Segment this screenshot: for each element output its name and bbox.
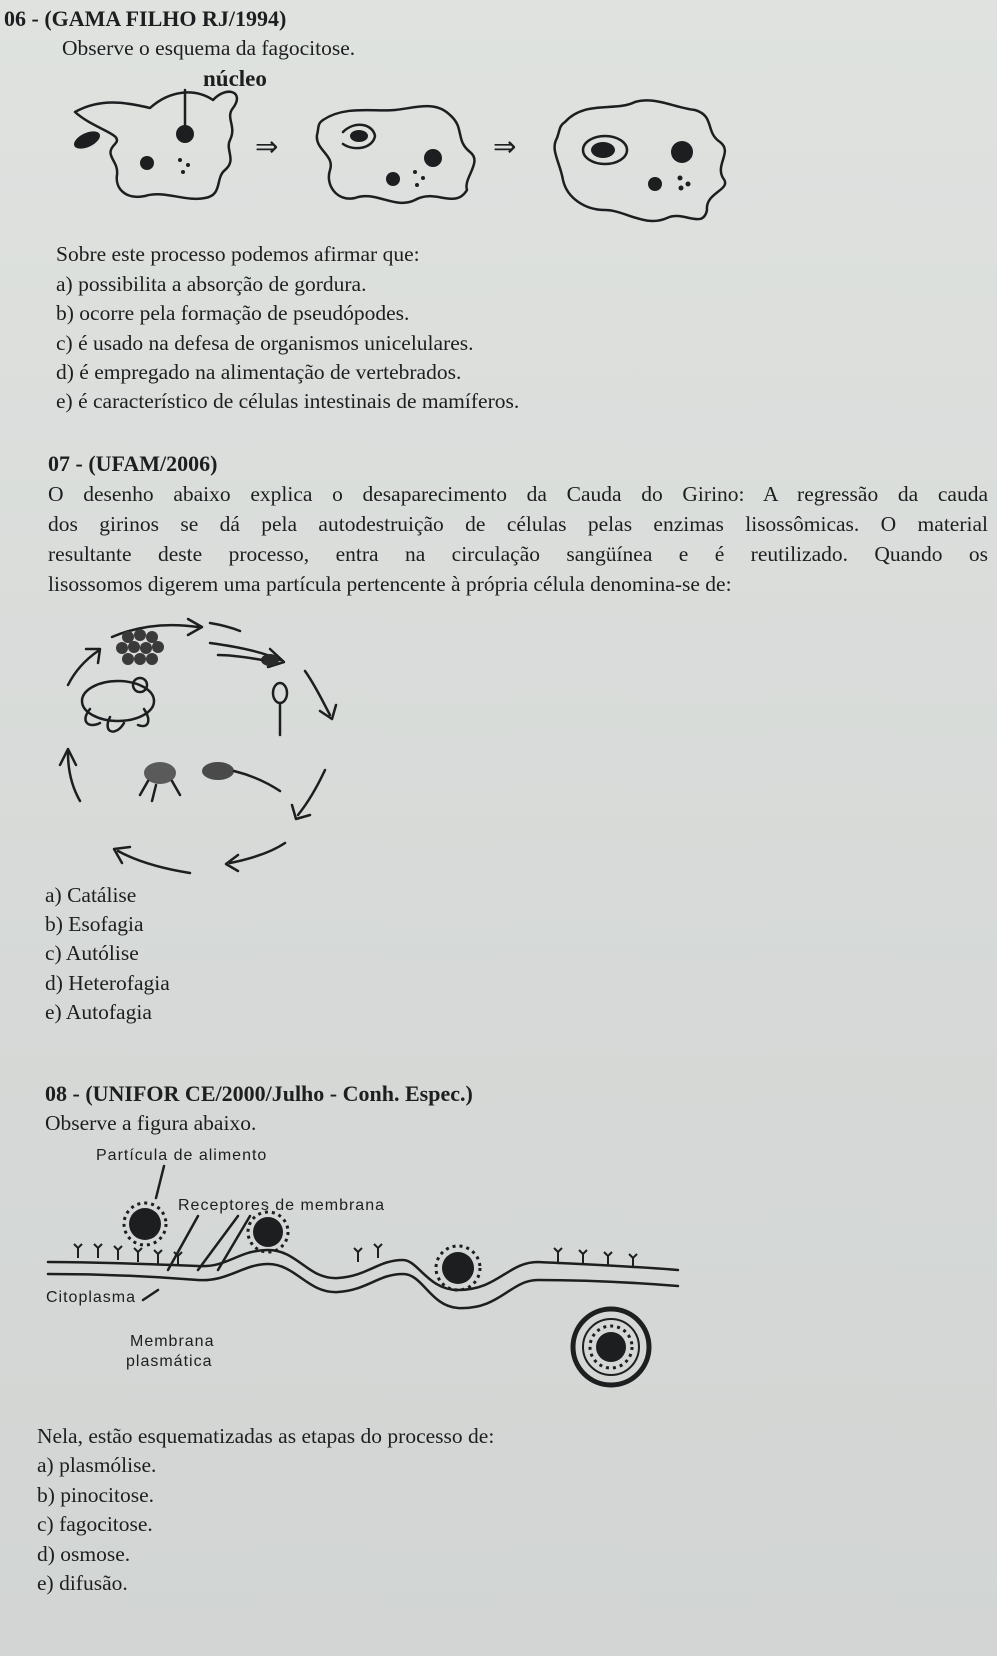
food-particle-stage-1 [124,1203,166,1245]
q08-prompt: Nela, estão esquematizadas as etapas do processo de: [37,1424,495,1448]
q06-prompt: Sobre este processo podemos afirmar que: [56,242,420,266]
q06-option-d: d) é empregado na alimentação de vertebrados. [56,360,462,384]
q07-text-line-3: resultante deste processo, entra na circulação sangüínea e é reutilizado. Quando os [48,542,988,566]
eggs-icon [116,629,164,665]
phagosome-vesicle [573,1309,649,1385]
q08-option-c: c) fagocitose. [37,1512,153,1536]
food-particle-stage-2 [248,1212,288,1252]
endocytosis-diagram [38,1140,718,1415]
q07-option-a: a) Catálise [45,883,137,907]
arrow-2: ⇒ [493,131,517,162]
plasma-membrane-label-2: plasmática [126,1353,213,1370]
phagocytosis-diagram [55,60,775,250]
food-particle-label: Partícula de alimento [96,1147,268,1164]
arrow-1: ⇒ [255,131,279,162]
cell-stage-3 [555,100,726,221]
tadpole-with-legs-icon [202,762,234,780]
q06-option-a: a) possibilita a absorção de gordura. [56,272,367,296]
frog-life-cycle-diagram [40,605,360,895]
tadpole-icon [261,654,279,666]
q07-text-line-4: lisossomos digerem uma partícula pertencente à própria célula denomina-se de: [48,572,732,596]
food-particle [71,128,102,153]
q07-text-line-1: O desenho abaixo explica o desaparecimento da Cauda do Girino: A regressão da cauda [48,482,988,506]
nucleus-label: núcleo [203,66,267,91]
froglet-icon [140,762,180,801]
q07-title: 07 - (UFAM/2006) [48,451,218,476]
q07-text-line-2: dos girinos se dá pela autodestruição de células pelas enzimas lisossômicas. O material [48,512,988,536]
cell-stage-2 [317,106,475,203]
cell-stage-1 [71,90,237,199]
q06-option-e: e) é característico de células intestinais de mamíferos. [56,389,520,413]
hatchling-icon [210,623,240,631]
q07-option-e: e) Autofagia [45,1000,152,1024]
food-particle-stage-3 [436,1246,480,1290]
q06-title: 06 - (GAMA FILHO RJ/1994) [4,6,287,31]
q07-option-c: c) Autólise [45,941,139,965]
q06-intro: Observe o esquema da fagocitose. [62,36,356,60]
plasma-membrane-label-1: Membrana [130,1333,215,1350]
q07-option-d: d) Heterofagia [45,971,170,995]
cytoplasm-label: Citoplasma [46,1289,137,1306]
q08-option-e: e) difusão. [37,1571,128,1595]
tadpole-icon [273,683,287,703]
q08-title: 08 - (UNIFOR CE/2000/Julho - Conh. Espec.) [45,1081,473,1106]
q08-option-d: d) osmose. [37,1542,131,1566]
adult-frog-icon [82,678,154,732]
q07-option-b: b) Esofagia [45,912,144,936]
q08-option-b: b) pinocitose. [37,1483,155,1507]
q06-option-c: c) é usado na defesa de organismos unicelulares. [56,331,474,355]
q08-option-a: a) plasmólise. [37,1453,157,1477]
q06-option-b: b) ocorre pela formação de pseudópodes. [56,301,410,325]
membrane-receptors-label: Receptores de membrana [178,1197,385,1214]
q08-intro: Observe a figura abaixo. [45,1111,257,1135]
nucleus [176,125,194,143]
